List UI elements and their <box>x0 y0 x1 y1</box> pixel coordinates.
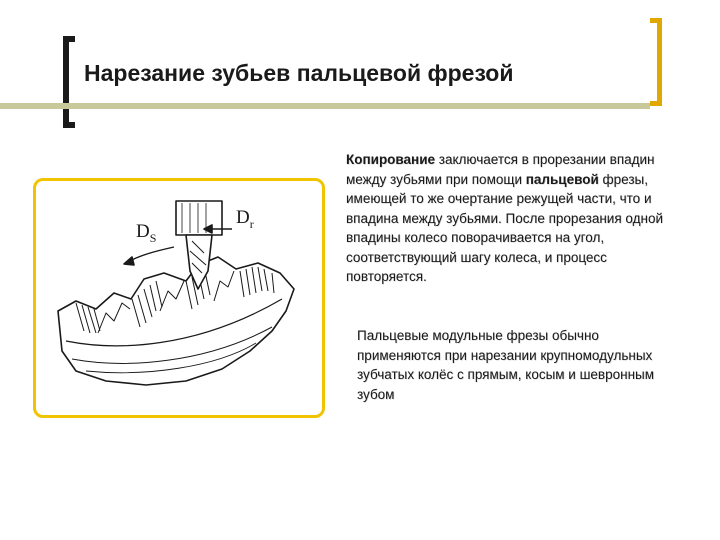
title-underline-rule <box>0 103 650 109</box>
copying-method-paragraph <box>346 150 676 287</box>
paragraph-text-part: заключается в прорезании впадин между зубьями при помощи <box>346 152 655 187</box>
end-mill-usage-paragraph: Пальцевые модульные фрезы обычно применяются при нарезании крупномодульных зубчатых колёс с прямым, косым и шевронным зубом <box>357 328 655 402</box>
term-end-mill: пальцевой <box>525 171 599 187</box>
left-bracket-decoration <box>63 36 75 128</box>
feed-motion-label: $D_S$ <box>136 221 157 245</box>
term-copying: Копирование <box>346 152 436 167</box>
gear-cutting-figure <box>33 178 325 418</box>
slide-title: Нарезание зубьев пальцевой фрезой <box>84 60 514 86</box>
gear-cutting-illustration <box>36 181 322 415</box>
rotation-motion-label: $D_r$ <box>236 207 254 231</box>
right-bracket-decoration <box>650 18 662 106</box>
paragraph-text-part: фрезы, имеющей то же очертание режущей части, что и впадина между зубьями. После прорезания одной впадины колесо поворачивается на угол, соответствующий шагу колеса, и процесс повторяется. <box>346 171 663 284</box>
